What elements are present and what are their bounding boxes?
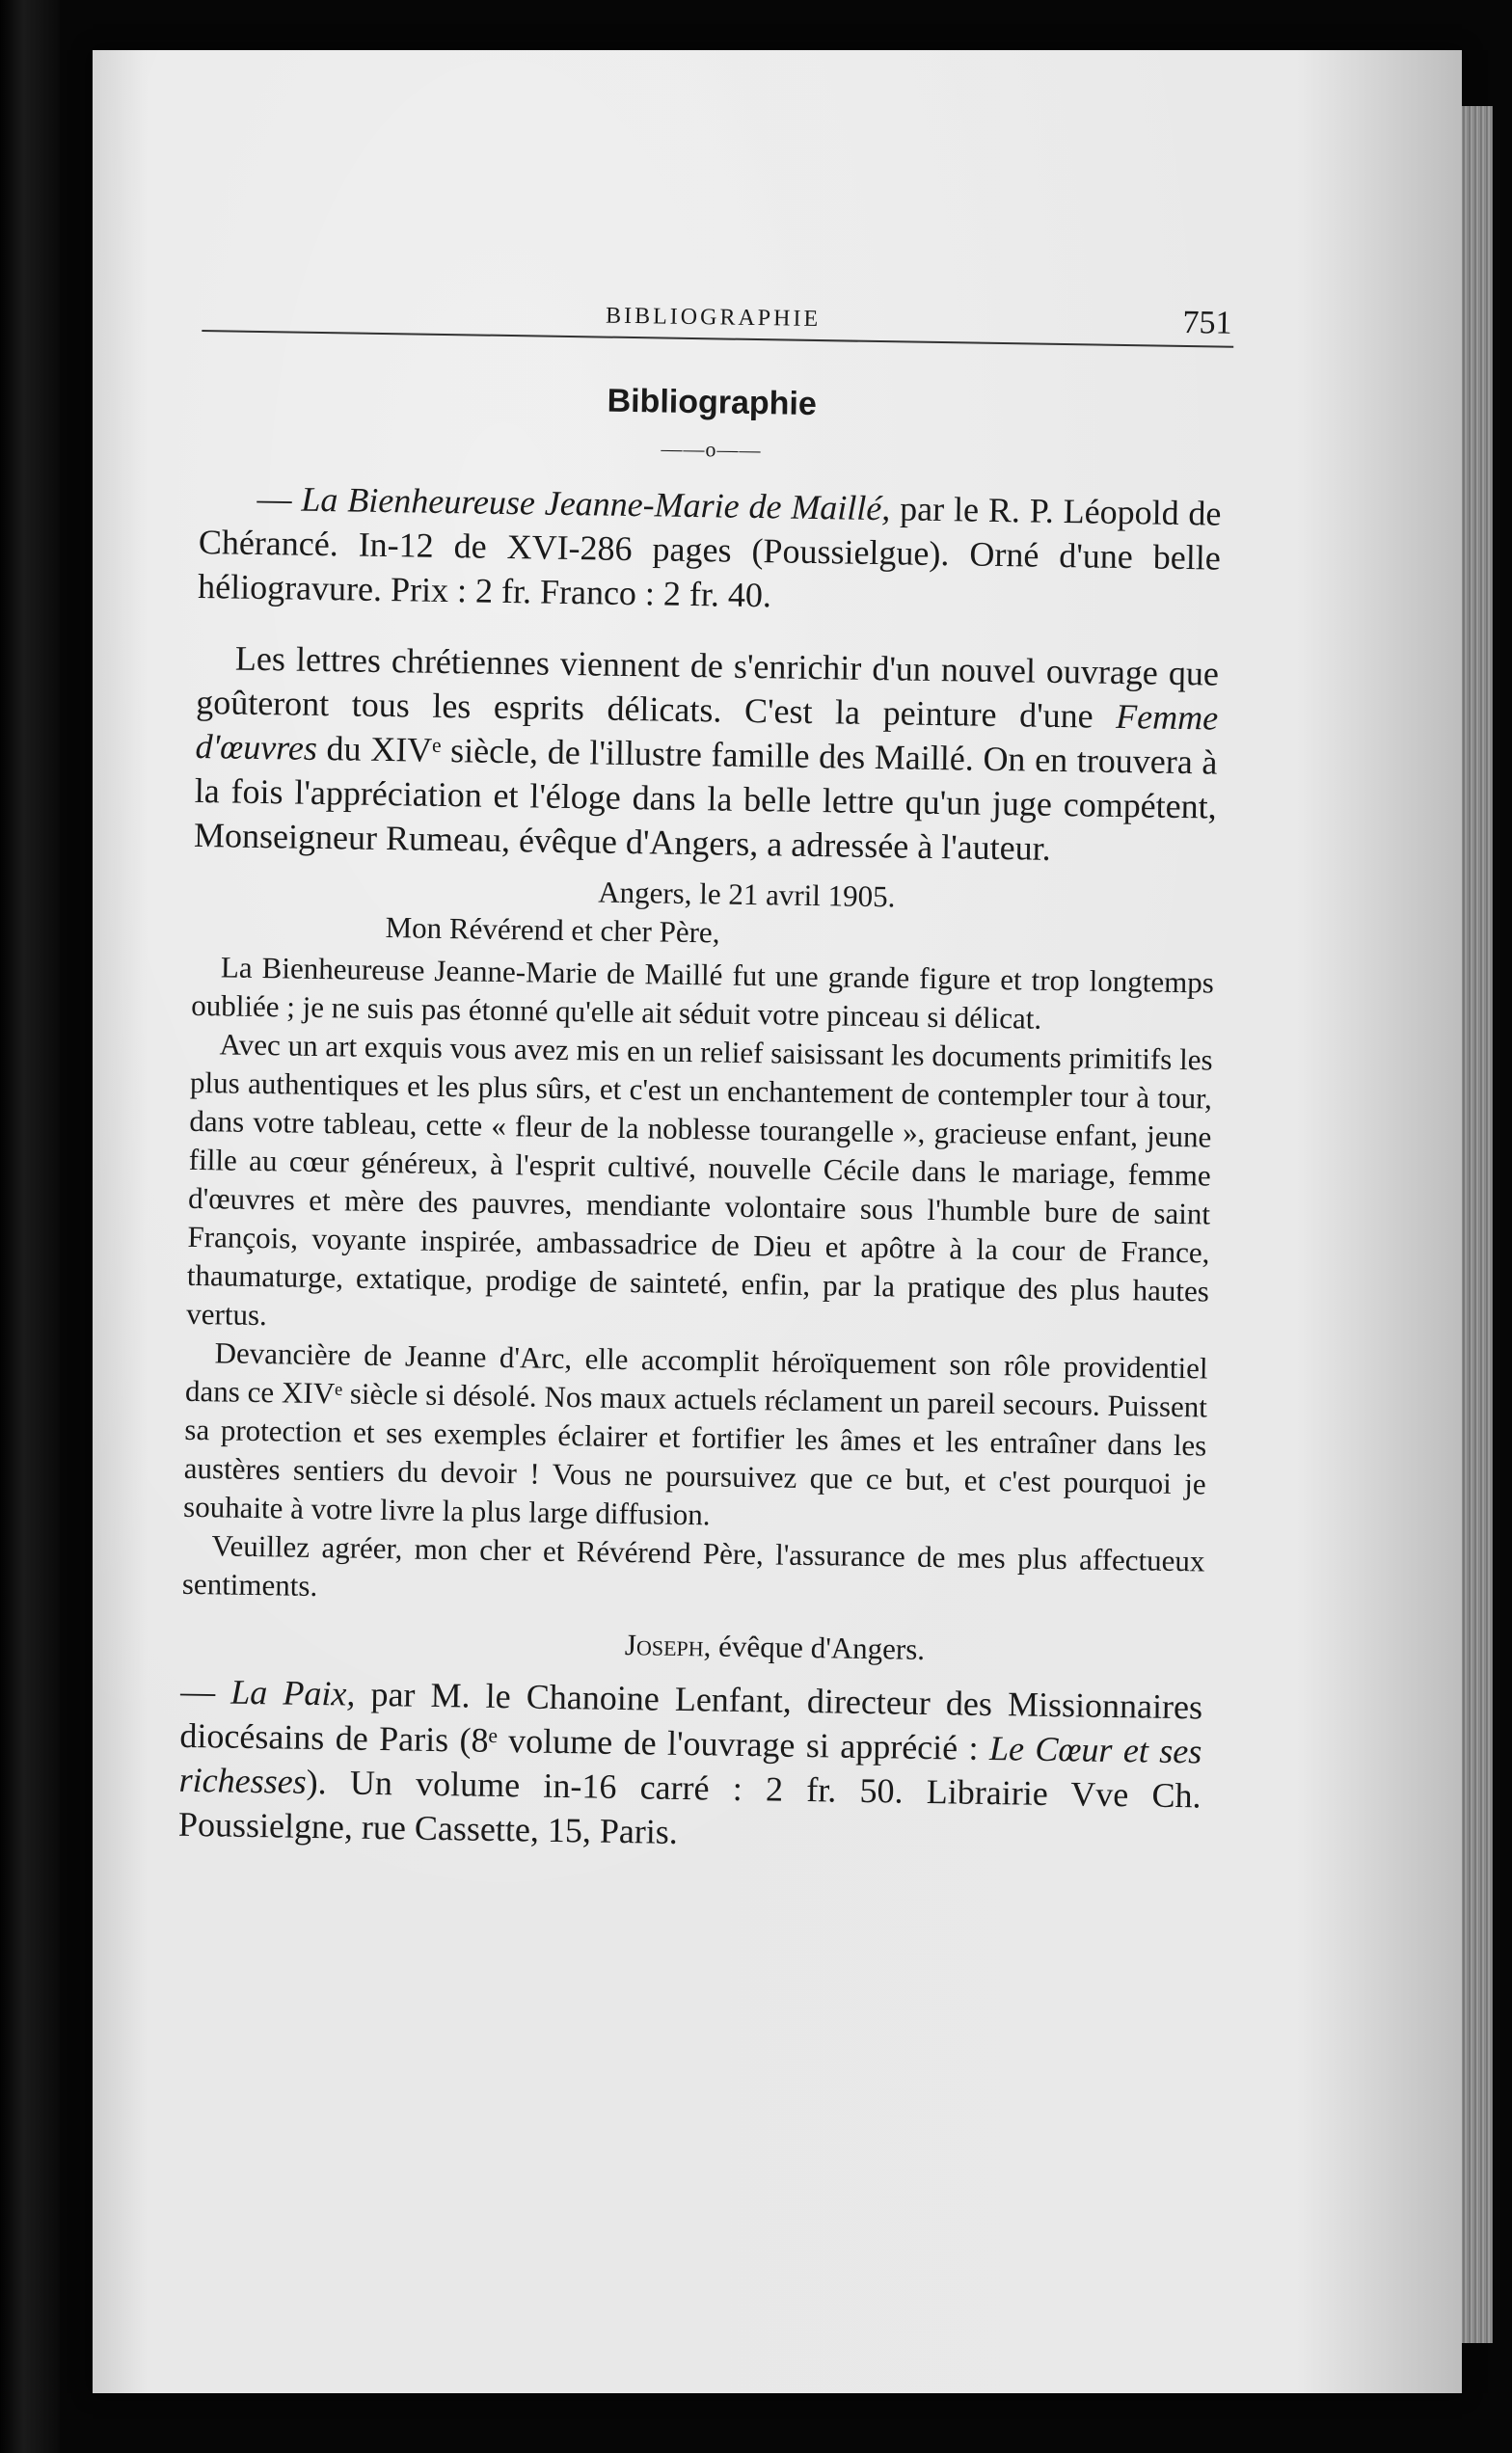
page-number: 751 [1182, 304, 1232, 341]
signature-title: , évêque d'Angers. [703, 1629, 926, 1666]
book-title: La Bienheureuse Jeanne-Marie de Maillé, [301, 479, 891, 528]
page-stack-edge [1462, 106, 1493, 2343]
review-emphasis: Femme d'œuvres [195, 696, 1219, 768]
entry-dash: — [179, 1671, 231, 1712]
series-title: Le Cœur et ses richesses [178, 1729, 1202, 1801]
book-details: par M. le Chanoine Lenfant, directeur des Missionnaires diocésains de Paris (8ᵉ volume de l'ouvrage si apprécié : [179, 1674, 1203, 1768]
running-header [202, 289, 1232, 391]
entry-dash: — [256, 478, 302, 519]
section-title: Bibliographie [607, 382, 818, 423]
signature-name: Joseph [624, 1628, 704, 1663]
bibliography-entry-1 [198, 475, 1222, 625]
review-paragraph [194, 635, 1219, 874]
book-details-end: ). Un volume in-16 carré : 2 fr. 50. Librairie Vve Ch. Poussielgne, rue Cassette, 15, Paris. [177, 1762, 1202, 1851]
letter-salutation: Mon Révérend et cher Père, [385, 910, 720, 950]
bibliography-entry-2 [178, 1669, 1203, 1863]
running-title: BIBLIOGRAPHIE [605, 303, 822, 333]
page-text-block [177, 289, 1232, 1862]
letter-signature [181, 1619, 1203, 1674]
letter-paragraph: Veuillez agréer, mon cher et Révérend Père, l'assurance de mes plus affectueux sentiments. [181, 1528, 1205, 1604]
letter-date: Angers, le 21 avril 1905. [597, 875, 896, 914]
letter-paragraph: Avec un art exquis vous avez mis en un relief saisissant les documents primitifs les plus authentiques et les plus sûrs, et c'est un enchantement de contempler tour à tour, dans votre tableau, cette « fleur de la noblesse tourangelle », gracieuse enfant, jeune fille au cœur généreux, à l'esprit cultivé, nouvelle Cécile dans le mariage, femme d'œuvres et mère des pauvres, mendiante volontaire sous l'humble bure de saint François, voyante inspirée, ambassadrice de Dieu et apôtre à la cour de France, thaumaturge, extatique, prodige de sainteté, enfin, par la pratique des plus hautes vertus. [186, 1027, 1213, 1333]
book-title: La Paix, [230, 1672, 356, 1713]
review-text: Les lettres chrétiennes viennent de s'enrichir d'un nouvel ouvrage que goûteront tous les esprits délicats. C'est la peinture d'une [195, 638, 1220, 736]
letter-paragraph: La Bienheureuse Jeanne-Marie de Maillé fut une grande figure et trop longtemps oubliée ; je ne suis pas étonné qu'elle ait séduit votre pinceau si délicat. [191, 950, 1215, 1036]
book-details: par le R. P. Léopold de Chérancé. In-12 de XVI-286 pages (Poussielgue). Orné d'une belle héliogravure. Prix : 2 fr. Franco : 2 fr. 40. [197, 489, 1222, 615]
book-gutter-shadow [0, 0, 60, 2453]
section-ornament: ——o—— [661, 436, 762, 463]
letter-paragraph: Devancière de Jeanne d'Arc, elle accomplit héroïquement son rôle providentiel dans ce XIVᵉ siècle si désolé. Nos maux actuels réclament un pareil secours. Puissent sa protection et ses exemples éclairer et fortifier les âmes et les entraîner dans les austères sentiers du devoir ! Vous ne poursuivez que ce but, et c'est pourquoi je souhaite à votre livre la plus large diffusion. [182, 1335, 1208, 1532]
review-text-end: du XIVᵉ siècle, de l'illustre famille des Maillé. On en trouvera à la fois l'appréciation et l'éloge dans la belle lettre qu'un juge compétent, Monseigneur Rumeau, évêque d'Angers, a adressée à l'auteur. [193, 728, 1218, 868]
